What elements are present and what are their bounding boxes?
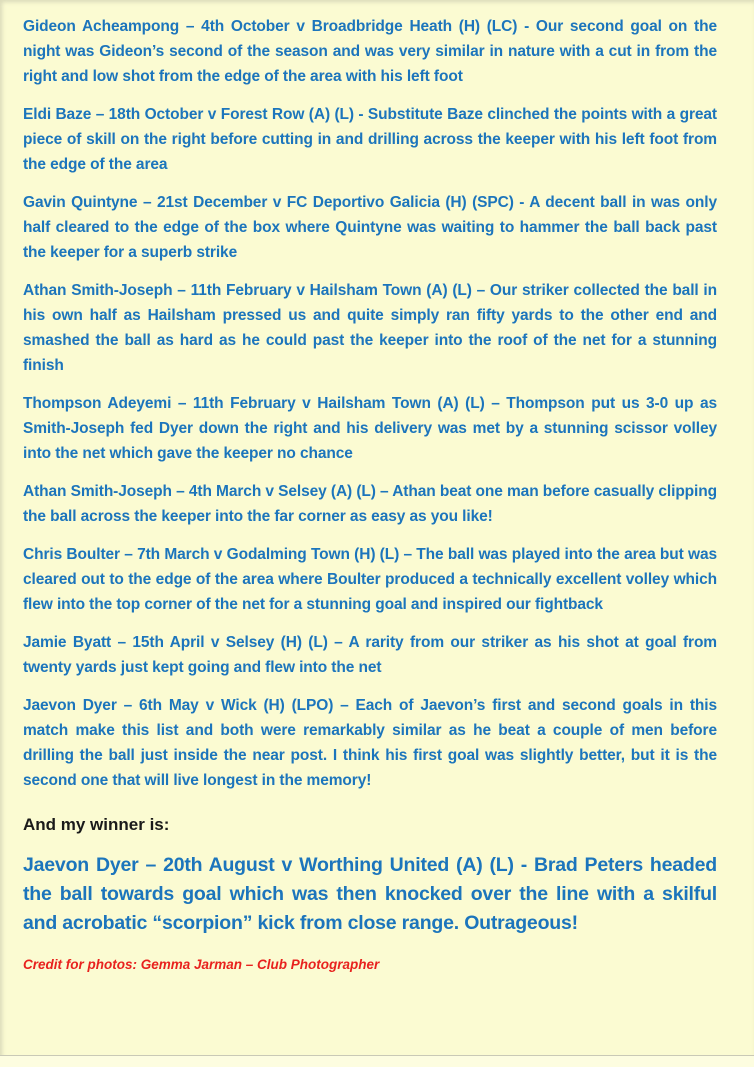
goal-entry-gideon-acheampong: Gideon Acheampong – 4th October v Broadbridge Heath (H) (LC) - Our second goal on the night was Gideon’s second of the season and was very similar in nature with a cut in from the right and low shot from the edge of the area with his left foot [23,18,717,85]
document-content [23,14,717,974]
photo-credit: Credit for photos: Gemma Jarman – Club Photographer [23,957,380,972]
goal-entry-jamie-byatt: Jamie Byatt – 15th April v Selsey (H) (L) – A rarity from our striker as his shot at goal from twenty yards just kept going and flew into the net [23,634,717,676]
goal-entry-gavin-quintyne: Gavin Quintyne – 21st December v FC Deportivo Galicia (H) (SPC) - A decent ball in was only half cleared to the edge of the box where Quintyne was waiting to hammer the ball back past the keeper for a superb strike [23,194,717,261]
goal-entry-chris-boulter: Chris Boulter – 7th March v Godalming Town (H) (L) – The ball was played into the area but was cleared out to the edge of the area where Boulter produced a technically excellent volley which flew into the top corner of the net for a stunning goal and inspired our fightback [23,546,717,613]
page-bottom-margin [0,1056,754,1067]
goal-entry-athan-smith-joseph-mar: Athan Smith-Joseph – 4th March v Selsey (A) (L) – Athan beat one man before casually clipping the ball across the keeper into the far corner as easy as you like! [23,483,717,525]
goal-entry-thompson-adeyemi: Thompson Adeyemi – 11th February v Hailsham Town (A) (L) – Thompson put us 3-0 up as Smith-Joseph fed Dyer down the right and his delivery was met by a stunning scissor volley into the net which gave the keeper no chance [23,395,717,462]
goal-entry-athan-smith-joseph-feb: Athan Smith-Joseph – 11th February v Hailsham Town (A) (L) – Our striker collected the ball in his own half as Hailsham pressed us and quite simply ran fifty yards to the other end and smashed the ball as hard as he could past the keeper into the roof of the net for a stunning finish [23,282,717,374]
winner-goal-entry: Jaevon Dyer – 20th August v Worthing United (A) (L) - Brad Peters headed the ball towards goal which was then knocked over the line with a skilful and acrobatic “scorpion” kick from close range. Outrageous! [23,854,717,934]
winner-heading: And my winner is: [23,815,170,834]
goal-entry-jaevon-dyer-wick: Jaevon Dyer – 6th May v Wick (H) (LPO) – Each of Jaevon’s first and second goals in this match make this list and both were remarkably similar as he beat a couple of men before drilling the ball just inside the near post. I think his first goal was slightly better, but it is the second one that will live longest in the memory! [23,697,717,789]
goal-entry-eldi-baze: Eldi Baze – 18th October v Forest Row (A) (L) - Substitute Baze clinched the points with a great piece of skill on the right before cutting in and drilling across the keeper with his left foot from the edge of the area [23,106,717,173]
